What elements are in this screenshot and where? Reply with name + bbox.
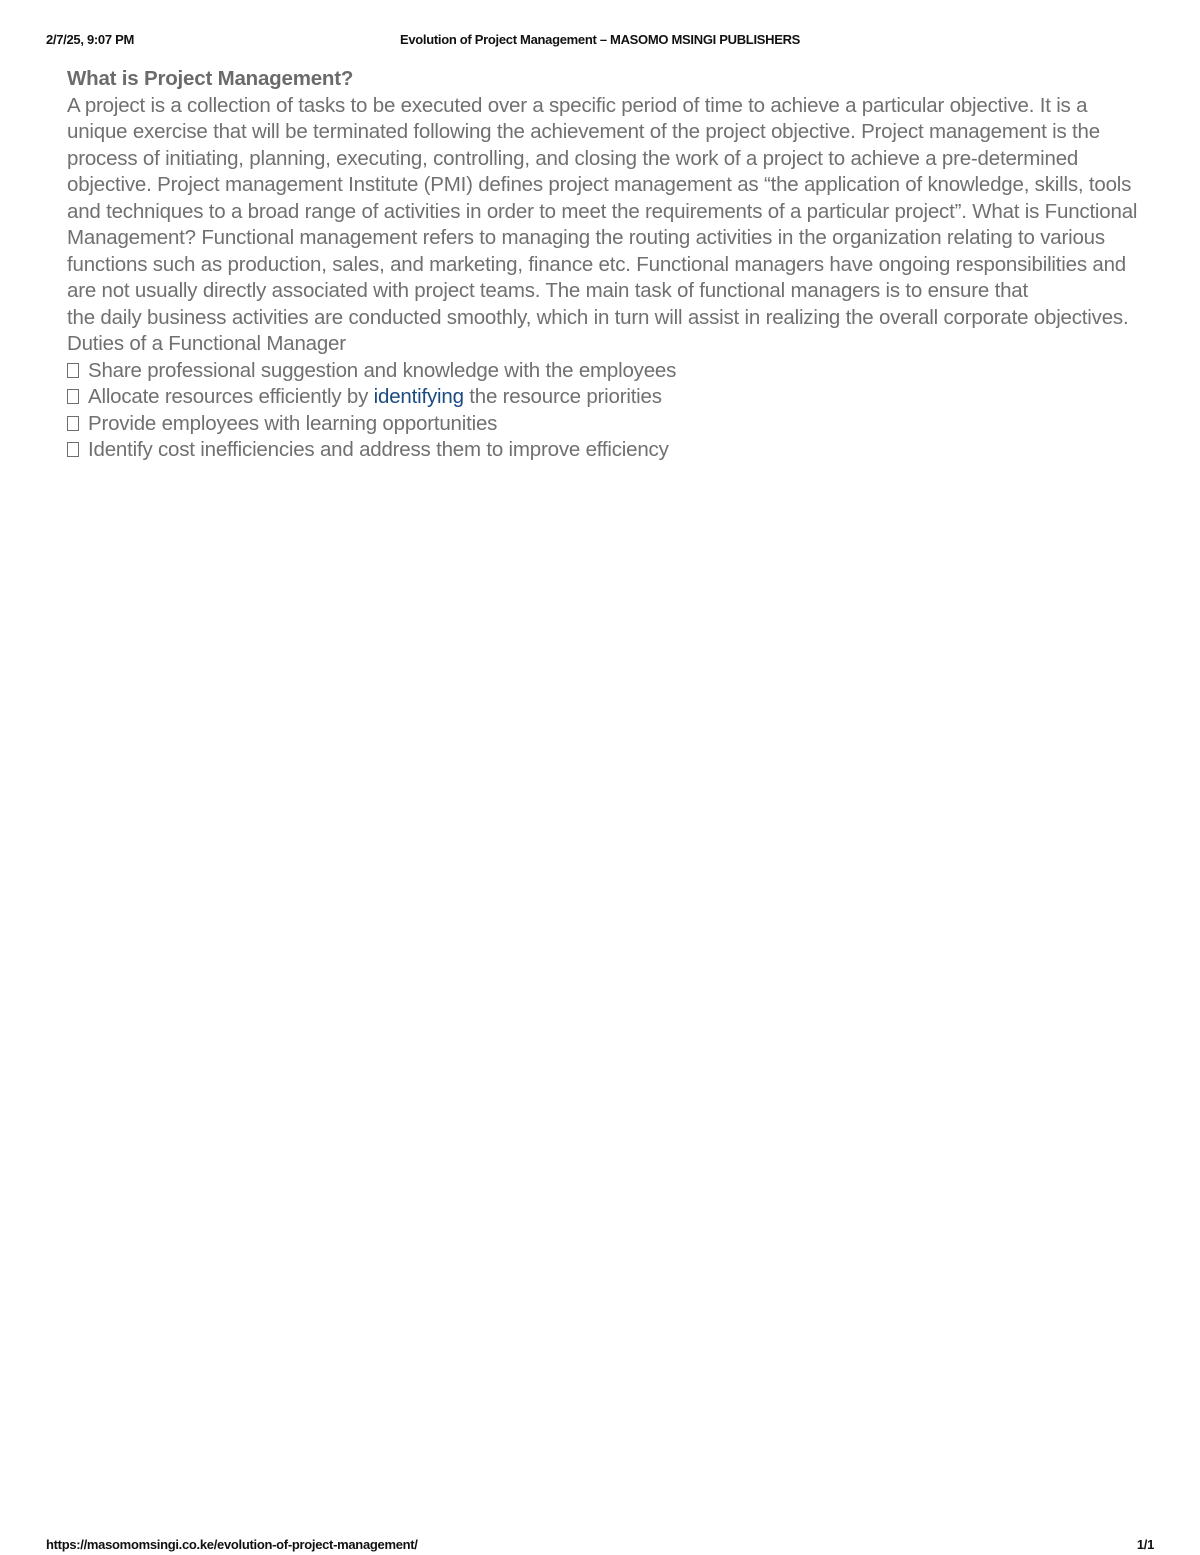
article-paragraph-continued: the daily business activities are conducted smoothly, which in turn will assist in realizing the overall corporate objectives. (67, 305, 1129, 329)
article-paragraph: A project is a collection of tasks to be executed over a specific period of time to achieve a particular objective. It is a unique exercise that will be terminated following the achievement of the project objective. Project management is the process of initiating, planning, executing, controlling, and closing the work of a project to achieve a pre-determined objective. Project management Institute (PMI) defines project management as “the application of knowledge, skills, tools and techniques to a broad range of activities in order to meet the requirements of a particular project”. What is Functional Management? Functional management refers to managing the routing activities in the organization relating to various functions such as production, sales, and marketing, finance etc. Functional managers have ongoing responsibilities and are not usually directly associated with project teams. The main task of functional managers is to ensure that (67, 93, 1138, 302)
print-footer (46, 1537, 1154, 1555)
article-content (67, 66, 1147, 464)
empty-box-icon (67, 442, 79, 457)
identifying-link[interactable]: identifying (373, 385, 464, 408)
duty-item (67, 358, 1147, 385)
print-datetime: 2/7/25, 9:07 PM (46, 32, 134, 47)
duty-item (67, 437, 1147, 464)
duty-item (67, 384, 1147, 411)
duty-text-after: the resource priorities (463, 385, 662, 408)
empty-box-icon (67, 389, 79, 404)
empty-box-icon (67, 363, 79, 378)
duty-text: Identify cost inefficiencies and address them to improve efficiency (88, 438, 669, 461)
page-number: 1/1 (1136, 1537, 1154, 1552)
duty-item (67, 411, 1147, 438)
article-heading: What is Project Management? (67, 67, 354, 90)
duties-list (67, 358, 1147, 464)
duties-heading: Duties of a Functional Manager (67, 332, 346, 355)
print-url: https://masomomsingi.co.ke/evolution-of-project-management/ (46, 1537, 418, 1552)
empty-box-icon (67, 416, 79, 431)
duty-text: Share professional suggestion and knowledge with the employees (88, 358, 677, 382)
duty-text-before: Allocate resources efficiently by (88, 385, 374, 408)
print-header (46, 32, 1154, 50)
print-page-title: Evolution of Project Management – MASOMO MSINGI PUBLISHERS (399, 32, 801, 47)
duty-text: Provide employees with learning opportunities (88, 411, 498, 435)
